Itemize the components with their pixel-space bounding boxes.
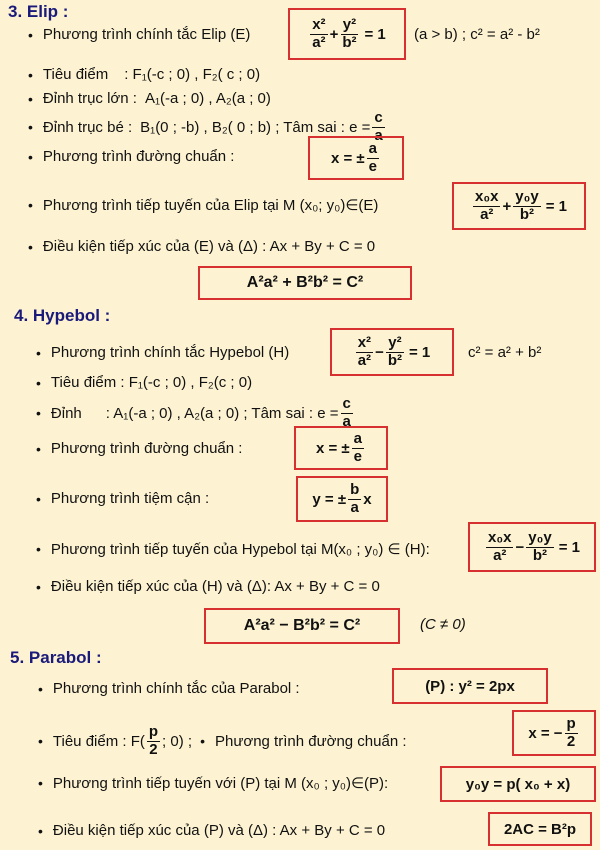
hyp-tangency-label: Điều kiện tiếp xúc của (H) và (Δ): Ax + By + C = 0 [50,578,380,595]
elip-standard-eq-label: Phương trình chính tắc Elip (E) [42,26,251,43]
x-var: x [363,490,372,508]
par-directrix-label: Phương trình đường chuẩn : [214,732,407,750]
frac-den: a [350,498,359,516]
hyp-tangency-formula-box: A²a² − B²b² = C² [204,608,400,644]
elip-tangency-row [28,238,375,255]
hyp-tangent-label: Phương trình tiếp tuyến của Hypebol tại M(x₀ ; y₀) ∈ (H): [50,541,430,558]
elip-major-vertex-value: A₁(-a ; 0) , A₂(a ; 0) [144,90,271,107]
par-tangent-box: y₀y = p( x₀ + x) [440,766,596,802]
elip-tangent-label: Phương trình tiếp tuyến của Elip tại M (x₀; y₀)∈(E) [42,197,379,214]
elip-foci-value: : F₁(-c ; 0) , F₂( c ; 0) [124,66,261,83]
bullet: • [36,541,41,557]
bullet: • [28,197,33,213]
section-title-hypebol: 4. Hypebol : [14,306,111,325]
elip-major-vertex-row [28,90,271,107]
par-directrix-box [512,710,596,756]
frac-den: b² [532,546,548,564]
frac-den: b² [519,205,535,223]
minus-sign: − [515,538,525,556]
bullet: • [36,440,41,457]
bullet: • [36,490,41,507]
hyp-directrix-label: Phương trình đường chuẩn : [50,440,243,457]
elip-foci-label: Tiêu điểm [42,66,109,83]
frac-num: y₀y [515,188,539,205]
hyp-condition: c² = a² + b² [468,344,542,361]
plus-sign: + [502,197,512,215]
hyp-standard-eq-label: Phương trình chính tắc Hypebol (H) [50,344,290,361]
frac-den: e [353,447,362,465]
frac-num: c [342,395,351,412]
equals-one: = 1 [558,538,580,556]
frac-num: a [353,430,362,447]
frac-num: x² [357,334,372,351]
x-eq-pm: x = ± [330,149,365,167]
bullet: • [38,822,43,839]
bullet: • [38,775,43,791]
hyp-tangency-condition: (C ≠ 0) [420,616,466,633]
x-eq-minus: x = − [528,724,563,742]
par-tangency-box: 2AC = B²p [488,812,592,846]
frac-den: 2 [149,740,158,758]
frac-num: b [350,481,360,498]
frac-num: c [374,109,383,126]
hyp-directrix-row [36,440,242,457]
bullet: • [200,733,205,749]
elip-standard-eq-box [288,8,406,60]
bullet: • [38,680,43,697]
section-title-elip: 3. Elip : [8,2,69,21]
bullet: • [28,119,33,135]
frac-num: x² [312,16,326,33]
par-standard-eq-row [38,680,300,697]
elip-tangent-row [28,196,378,214]
hyp-standard-eq-box [330,328,454,376]
elip-foci-row [28,66,260,83]
par-standard-eq-box: (P) : y² = 2px [392,668,548,704]
frac-num: y² [388,334,402,351]
bullet: • [36,344,41,361]
par-tangency-label: Điều kiện tiếp xúc của (P) và (Δ) : Ax + By + C = 0 [52,822,386,839]
par-tangent-row [38,774,388,792]
elip-tangency-label: Điều kiện tiếp xúc của (E) và (Δ) : Ax + By + C = 0 [42,238,376,255]
frac-den: a² [312,33,326,51]
hyp-asymptote-row [36,490,209,507]
elip-tangency-formula-box: A²a² + B²b² = C² [198,266,412,300]
elip-condition: (a > b) ; c² = a² - b² [414,26,540,43]
equals-one: = 1 [409,343,431,361]
elip-directrix-box [308,136,404,180]
frac-num: y₀y [528,529,552,546]
elip-standard-eq-row [28,26,250,43]
elip-minor-vertex-label: Đỉnh trục bé : [42,118,133,136]
hyp-standard-eq-row [36,344,289,361]
bullet: • [36,374,41,391]
frac-den: 2 [566,732,576,750]
par-focus-tail: ; 0) ; [162,732,193,750]
bullet: • [36,405,41,421]
bullet: • [28,66,33,83]
par-tangent-label: Phương trình tiếp tuyến với (P) tại M (x₀ ; y₀)∈(P): [52,775,389,792]
hyp-asymptote-box [296,476,388,522]
hyp-tangent-row [36,540,430,558]
hyp-tangency-row [36,578,380,595]
frac-den: a [342,412,351,430]
frac-num: x₀x [488,529,512,546]
minus-sign: − [375,343,384,361]
frac-num: a [368,140,377,157]
hyp-vertex-label: Đỉnh [50,404,82,422]
hyp-asymptote-label: Phương trình tiệm cận : [50,490,210,507]
bullet: • [28,90,33,107]
section-title-parabol: 5. Parabol : [10,648,102,667]
hyp-vertex-row [36,396,355,430]
equals-one: = 1 [545,197,567,215]
par-tangency-row [38,822,385,839]
bullet: • [36,578,41,595]
par-focus-row [38,724,407,758]
frac-den: a² [493,546,507,564]
elip-tangent-box [452,182,586,230]
frac-num: p [566,715,576,732]
frac-den: a² [357,351,372,369]
bullet: • [28,26,33,43]
par-standard-eq-label: Phương trình chính tắc của Parabol : [52,680,300,697]
hyp-foci-value: Tiêu điểm : F₁(-c ; 0) , F₂(c ; 0) [50,374,253,391]
bullet: • [28,238,33,255]
bullet: • [28,148,33,165]
frac-den: a² [480,205,494,223]
frac-den: b² [342,33,357,51]
elip-major-vertex-label: Đỉnh trục lớn : [42,90,137,107]
hyp-foci-row [36,374,252,391]
plus-sign: + [329,25,339,43]
bullet: • [38,733,43,749]
frac-num: p [148,723,159,740]
frac-den: e [368,157,377,175]
par-focus-label: Tiêu điểm : F( [52,732,145,750]
hyp-tangent-box [468,522,596,572]
x-eq-pm: x = ± [315,439,350,457]
elip-minor-vertex-value: B₁(0 ; -b) , B₂( 0 ; b) ; Tâm sai : e = [140,118,371,136]
elip-directrix-row [28,148,234,165]
frac-den: b² [387,351,402,369]
y-eq-pm: y = ± [312,490,347,508]
elip-directrix-label: Phương trình đường chuẩn : [42,148,235,165]
frac-num: x₀x [475,188,499,205]
hyp-vertex-value: : A₁(-a ; 0) , A₂(a ; 0) ; Tâm sai : e = [105,404,339,422]
hyp-directrix-box [294,426,388,470]
frac-den: a [374,126,383,144]
equals-one: = 1 [364,25,386,43]
frac-num: y² [342,16,357,33]
